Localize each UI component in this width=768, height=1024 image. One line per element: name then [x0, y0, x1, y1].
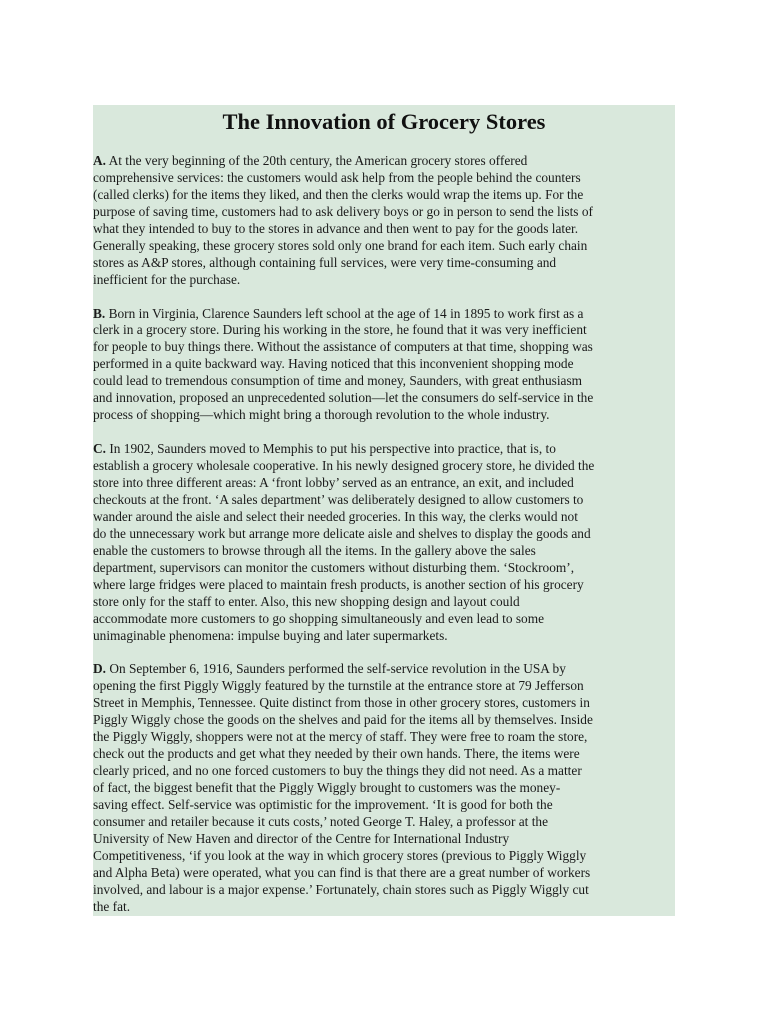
- paragraph-c: [93, 441, 675, 644]
- paragraph-line: check out the products and get what they needed by their own hands. There, the items were: [93, 746, 580, 762]
- paragraph-line: unimaginable phenomena: impulse buying and later supermarkets.: [93, 627, 448, 643]
- paragraph-line: department, supervisors can monitor the customers without disturbing them. ‘Stockroom’,: [93, 559, 575, 575]
- paragraph-line: process of shopping—which might bring a thorough revolution to the whole industry.: [93, 407, 550, 423]
- paragraph-list: [93, 153, 675, 916]
- paragraph-line: the fat.: [93, 898, 131, 914]
- paragraph-line: comprehensive services: the customers would ask help from the people behind the counters: [93, 169, 581, 185]
- document-panel: [93, 105, 675, 916]
- paragraph-line: clearly priced, and no one forced customers to buy the things they did not need. As a matter: [93, 763, 582, 779]
- paragraph-line: [93, 153, 675, 170]
- paragraph-line: establish a grocery wholesale cooperative. In his newly designed grocery store, he divided the: [93, 458, 595, 474]
- paragraph-line: Piggly Wiggly chose the goods on the shelves and paid for the items all by themselves. Inside: [93, 712, 593, 728]
- paragraph-line: performed in a quite backward way. Having noticed that this inconvenient shopping mode: [93, 356, 574, 372]
- paragraph-a: [93, 153, 675, 289]
- paragraph-line: involved, and labour is a major expense.’ Fortunately, chain stores such as Piggly Wiggly cut: [93, 881, 589, 897]
- paragraph-line: saving effect. Self-service was optimistic for the improvement. ‘It is good for both the: [93, 797, 553, 813]
- paragraph-line: store into three different areas: A ‘front lobby’ served as an entrance, an exit, and included: [93, 474, 574, 490]
- paragraph-line: and innovation, proposed an unprecedented solution—let the consumers do self-service in the: [93, 390, 594, 406]
- paragraph-letter: B.: [93, 305, 106, 321]
- paragraph-line: University of New Haven and director of the Centre for International Industry: [93, 830, 510, 846]
- paragraph-text: In 1902, Saunders moved to Memphis to put his perspective into practice, that is, to: [105, 441, 556, 457]
- paragraph-b: [93, 306, 675, 425]
- document-title: The Innovation of Grocery Stores: [222, 109, 546, 134]
- paragraph-line: Competitiveness, ‘if you look at the way in which grocery stores (previous to Piggly Wiggly: [93, 847, 587, 863]
- paragraph-line: Street in Memphis, Tennessee. Quite distinct from those in other grocery stores, customers in: [93, 695, 590, 711]
- paragraph-line: could lead to tremendous consumption of time and money, Saunders, with great enthusiasm: [93, 373, 583, 389]
- paragraph-line: the Piggly Wiggly, shoppers were not at the mercy of staff. They were free to roam the store,: [93, 729, 588, 745]
- paragraph-line: checkouts at the front. ‘A sales department’ was deliberately designed to allow customers to: [93, 491, 584, 507]
- paragraph-line: do the unnecessary work but arrange more delicate aisle and shelves to display the goods and: [93, 525, 591, 541]
- paragraph-line: accommodate more customers to go shopping simultaneously and even lead to some: [93, 610, 544, 626]
- paragraph-text: Born in Virginia, Clarence Saunders left school at the age of 14 in 1895 to work first as a: [105, 305, 584, 321]
- paragraph-line: purpose of saving time, customers had to ask delivery boys or go in person to send the lists of: [93, 203, 593, 219]
- paragraph-line: stores as A&P stores, although containing full services, were very time-consuming and: [93, 254, 557, 270]
- paragraph-letter: D.: [93, 661, 106, 677]
- paragraph-line: for people to buy things there. Without the assistance of computers at that time, shopping was: [93, 339, 593, 355]
- paragraph-line: inefficient for the purchase.: [93, 271, 241, 287]
- paragraph-d: [93, 661, 675, 915]
- paragraph-line: (called clerks) for the items they liked, and then the clerks would wrap the items up. For the: [93, 186, 584, 202]
- paragraph-text: At the very beginning of the 20th century, the American grocery stores offered: [105, 153, 528, 168]
- paragraph-text: On September 6, 1916, Saunders performed the self-service revolution in the USA by: [105, 661, 566, 677]
- paragraph-line: consumer and retailer because it cuts costs,’ noted George T. Haley, a professor at the: [93, 813, 549, 829]
- paragraph-line: store only for the staff to enter. Also, this new shopping design and layout could: [93, 593, 520, 609]
- paragraph-line: and Alpha Beta) were operated, what you can find is that there are a great number of workers: [93, 864, 591, 880]
- paragraph-line: what they intended to buy to the stores in advance and then went to pay for the goods later.: [93, 220, 579, 236]
- paragraph-line: [93, 306, 675, 323]
- paragraph-letter: C.: [93, 441, 106, 457]
- paragraph-line: [93, 661, 675, 678]
- paragraph-line: opening the first Piggly Wiggly featured by the turnstile at the entrance store at 79 Jefferson: [93, 678, 584, 694]
- paragraph-line: [93, 441, 675, 458]
- paragraph-letter: A.: [93, 153, 106, 168]
- paragraph-line: Generally speaking, these grocery stores sold only one brand for each item. Such early chain: [93, 237, 588, 253]
- paragraph-line: enable the customers to browse through all the items. In the gallery above the sales: [93, 542, 536, 558]
- paragraph-line: wander around the aisle and select their needed groceries. In this way, the clerks would not: [93, 508, 578, 524]
- paragraph-line: where large fridges were placed to maintain fresh products, is another section of his grocery: [93, 576, 584, 592]
- paragraph-line: of fact, the biggest benefit that the Piggly Wiggly brought to customers was the money-: [93, 780, 561, 796]
- paragraph-line: clerk in a grocery store. During his working in the store, he found that it was very inefficient: [93, 322, 587, 338]
